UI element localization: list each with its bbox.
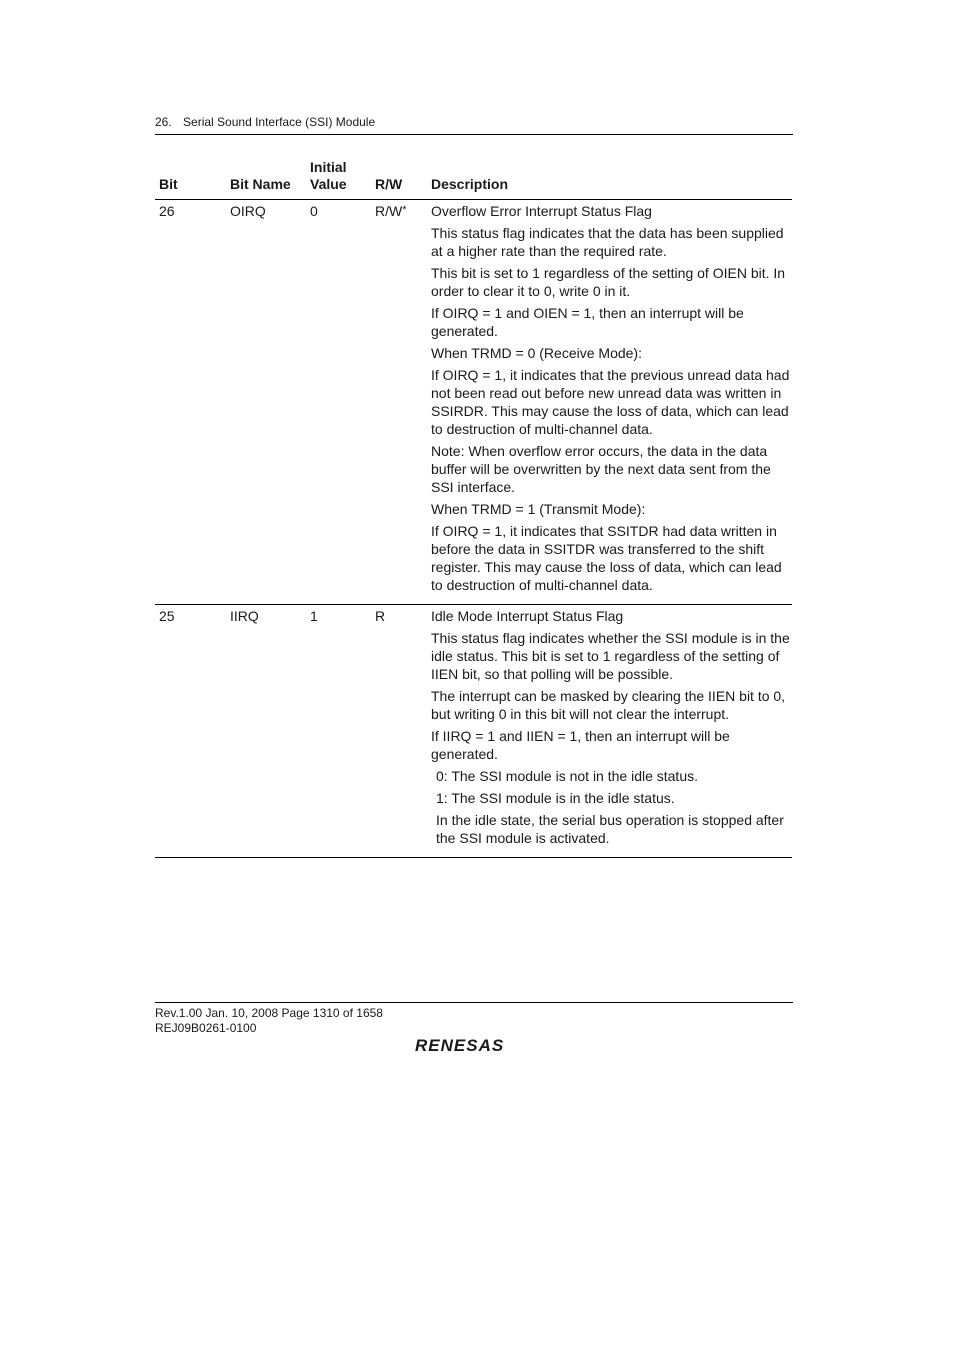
desc-paragraph: Note: When overflow error occurs, the data in the data buffer will be overwritten by the next data sent from the SSI interface. xyxy=(431,443,771,495)
cell-rw: R xyxy=(375,608,386,624)
header-bit-name: Bit Name xyxy=(230,176,291,192)
cell-description xyxy=(431,605,791,857)
desc-paragraph: This status flag indicates whether the SSI module is in the idle status. This bit is set to 1 regardless of the setting of IIEN bit, so that polling will be possible. xyxy=(431,630,790,682)
desc-paragraph: If OIRQ = 1, it indicates that SSITDR had data written in before the data in SSITDR was transferred to the shift register. This may cause the loss of data, which can lead to destruction of multi-channel data. xyxy=(431,523,782,593)
rw-value: R/W xyxy=(375,203,403,219)
cell-bit-name: IIRQ xyxy=(230,608,259,624)
cell-rw xyxy=(375,202,407,220)
chapter-number: 26. xyxy=(155,115,172,129)
desc-paragraph: When TRMD = 1 (Transmit Mode): xyxy=(431,501,646,517)
desc-paragraph: When TRMD = 0 (Receive Mode): xyxy=(431,345,642,361)
logo-text: RENESAS xyxy=(415,1036,505,1055)
cell-bit: 26 xyxy=(159,203,175,219)
table-header-row xyxy=(155,158,792,200)
header-initial-value xyxy=(310,159,347,193)
desc-paragraph: This bit is set to 1 regardless of the setting of OIEN bit. In order to clear it to 0, write 0 in it. xyxy=(431,265,786,299)
header-bit: Bit xyxy=(159,176,178,192)
header-rw: R/W xyxy=(375,176,403,192)
header-initial-line2: Value xyxy=(310,176,347,192)
header-initial-line1: Initial xyxy=(310,159,347,175)
cell-initial-value: 1 xyxy=(310,608,318,624)
desc-paragraph: 0: The SSI module is not in the idle status. xyxy=(436,768,699,784)
renesas-logo xyxy=(413,1033,533,1055)
desc-paragraph: Idle Mode Interrupt Status Flag xyxy=(431,608,624,624)
rw-footnote-mark: * xyxy=(402,204,407,216)
cell-bit: 25 xyxy=(159,608,175,624)
desc-paragraph: The interrupt can be masked by clearing the IIEN bit to 0, but writing 0 in this bit will not clear the interrupt. xyxy=(431,688,786,722)
desc-paragraph: If IIRQ = 1 and IIEN = 1, then an interrupt will be generated. xyxy=(431,728,730,762)
desc-paragraph: In the idle state, the serial bus operation is stopped after the SSI module is activated. xyxy=(436,812,784,846)
table-row xyxy=(155,605,792,858)
header-description: Description xyxy=(431,176,509,192)
cell-bit-name: OIRQ xyxy=(230,203,266,219)
document-number: REJ09B0261-0100 xyxy=(155,1021,257,1035)
desc-paragraph: 1: The SSI module is in the idle status. xyxy=(436,790,675,806)
desc-paragraph: If OIRQ = 1 and OIEN = 1, then an interrupt will be generated. xyxy=(431,305,744,339)
cell-description xyxy=(431,200,791,604)
chapter-title: Serial Sound Interface (SSI) Module xyxy=(183,115,376,129)
cell-initial-value: 0 xyxy=(310,203,318,219)
table-row xyxy=(155,200,792,605)
page-header xyxy=(155,115,793,135)
revision-info: Rev.1.00 Jan. 10, 2008 Page 1310 of 1658 xyxy=(155,1006,383,1020)
page-footer xyxy=(155,1002,793,1036)
desc-paragraph: If OIRQ = 1, it indicates that the previous unread data had not been read out before new unread data was written in SSIRDR. This may cause the loss of data, which can lead to destruction of multi-channel data. xyxy=(431,367,790,437)
register-bit-table xyxy=(155,158,792,858)
desc-paragraph: This status flag indicates that the data has been supplied at a higher rate than the required rate. xyxy=(431,225,784,259)
desc-paragraph: Overflow Error Interrupt Status Flag xyxy=(431,203,652,219)
